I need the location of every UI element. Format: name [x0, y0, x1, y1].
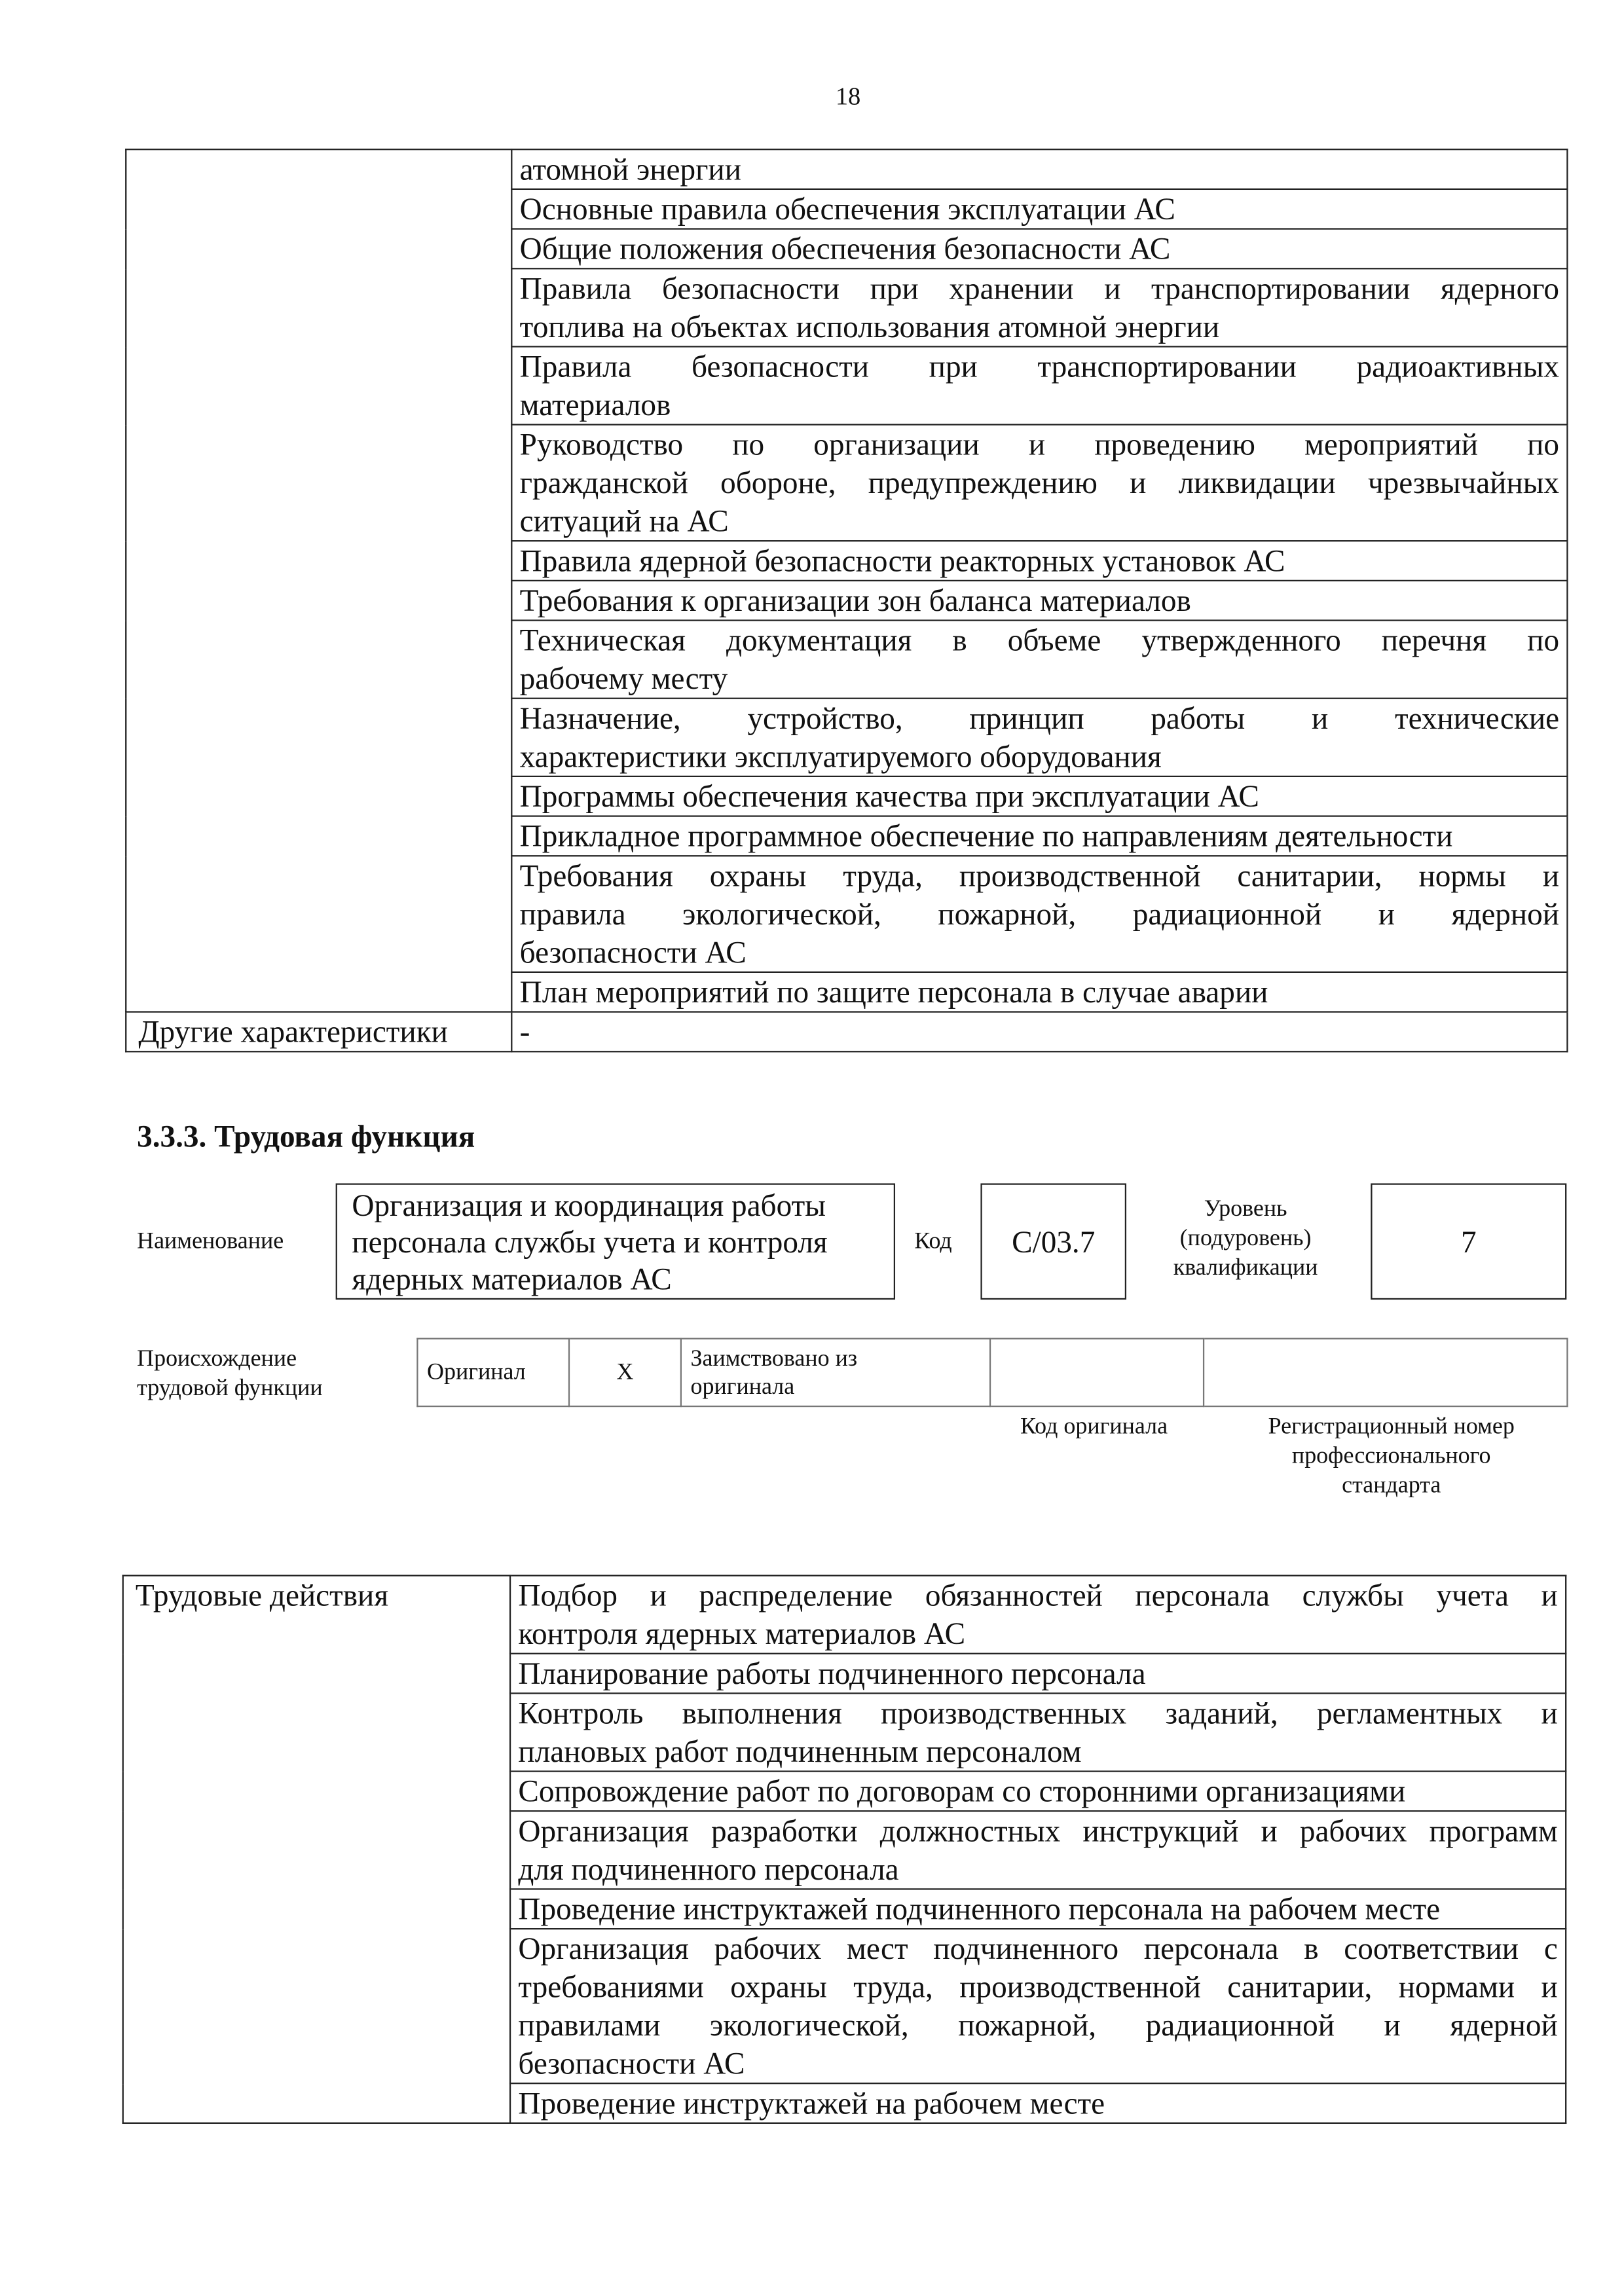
- cell-text-line: Требования охраны труда, производственной санитарии, нормы и: [519, 858, 1560, 894]
- labor-action-item: [510, 1811, 1566, 1889]
- regnum-caption: [1216, 1413, 1566, 1501]
- function-name-line: ядерных материалов АС: [352, 1261, 672, 1297]
- cell-text-line: Организация рабочих мест подчиненного персонала в соответствии с: [518, 1931, 1558, 1967]
- level-label-line: квалификации: [1173, 1255, 1318, 1281]
- labor-action-item: [510, 1654, 1566, 1694]
- cell-text-line: контроля ядерных материалов АС: [518, 1616, 966, 1652]
- labor-action-item: [510, 2083, 1566, 2123]
- cell-text-line: Правила безопасности при транспортировании радиоактивных: [519, 348, 1560, 384]
- knowledge-item: [511, 581, 1567, 621]
- cell-text-line: безопасности АС: [518, 2045, 745, 2081]
- knowledge-table-body: [126, 149, 1567, 1051]
- knowledge-item: [511, 776, 1567, 816]
- other-characteristics-value: -: [511, 1012, 1567, 1052]
- cell-text-line: Подбор и распределение обязанностей персонала службы учета и: [518, 1577, 1558, 1613]
- labor-action-item: [510, 1576, 1566, 1654]
- cell-text-line: Проведение инструктажей на рабочем месте: [518, 2085, 1105, 2121]
- knowledge-item: [511, 268, 1567, 346]
- original-mark: X: [569, 1339, 681, 1406]
- borrowed-label-line: Заимствовано из: [690, 1345, 858, 1372]
- knowledge-item: [511, 972, 1567, 1012]
- table-row: [126, 1012, 1567, 1052]
- labor-actions-body: [123, 1576, 1566, 2123]
- origin-row: [417, 1339, 1567, 1406]
- level-label-line: (подуровень): [1179, 1226, 1312, 1251]
- regnum-cell: [1204, 1339, 1567, 1406]
- knowledge-item: [511, 189, 1567, 229]
- original-label: Оригинал: [417, 1339, 569, 1406]
- cell-text-line: Организация разработки должностных инструкций и рабочих программ: [518, 1813, 1558, 1849]
- cell-text-line: Техническая документация в объеме утвержденного перечня по: [519, 622, 1560, 658]
- knowledge-item: [511, 699, 1567, 776]
- labor-actions-table: [122, 1575, 1567, 2124]
- table-row: [126, 149, 1567, 189]
- knowledge-item: [511, 229, 1567, 269]
- level-label-line: Уровень: [1204, 1196, 1287, 1222]
- borrowed-label-line: оригинала: [690, 1374, 795, 1399]
- code-value-box: С/03.7: [980, 1183, 1126, 1300]
- cell-text-line: План мероприятий по защите персонала в случае аварии: [519, 974, 1268, 1010]
- cell-text-line: Руководство по организации и проведению мероприятий по: [519, 426, 1560, 462]
- knowledge-item: [511, 621, 1567, 699]
- cell-text-line: Проведение инструктажей подчиненного персонала на рабочем месте: [518, 1891, 1441, 1927]
- cell-text-line: ситуаций на АС: [519, 503, 729, 539]
- knowledge-item: [511, 856, 1567, 972]
- regnum-caption-line: стандарта: [1342, 1473, 1441, 1499]
- code-label: Код: [914, 1229, 952, 1254]
- cell-text-line: безопасности АС: [519, 934, 747, 970]
- function-name-line: Организация и координация работы: [352, 1188, 826, 1224]
- knowledge-item: [511, 346, 1567, 424]
- knowledge-item: [511, 149, 1567, 189]
- cell-text-line: рабочему месту: [519, 661, 728, 697]
- cell-text-line: Назначение, устройство, принцип работы и технические: [519, 701, 1560, 737]
- cell-text-line: Прикладное программное обеспечение по направлениям деятельности: [519, 818, 1453, 854]
- name-label: Наименование: [137, 1229, 284, 1254]
- knowledge-item: [511, 541, 1567, 581]
- qualification-level-box: 7: [1371, 1183, 1566, 1300]
- knowledge-item: [511, 816, 1567, 856]
- code-original-caption: Код оригинала: [1020, 1414, 1168, 1440]
- cell-text-line: Планирование работы подчиненного персонала: [518, 1656, 1146, 1692]
- cell-text-line: атомной энергии: [519, 151, 741, 187]
- function-name-box: [336, 1183, 895, 1300]
- function-name-line: персонала службы учета и контроля: [352, 1224, 828, 1260]
- cell-text-line: Правила ядерной безопасности реакторных установок АС: [519, 543, 1285, 579]
- cell-text-line: Программы обеспечения качества при эксплуатации АС: [519, 778, 1259, 814]
- cell-text-line: плановых работ подчиненным персоналом: [518, 1734, 1082, 1770]
- cell-text-line: Требования к организации зон баланса материалов: [519, 583, 1191, 619]
- cell-text-line: Правила безопасности при хранении и транспортировании ядерного: [519, 270, 1560, 306]
- labor-actions-label: Трудовые действия: [123, 1576, 510, 2123]
- cell-text-line: гражданской обороне, предупреждению и ликвидации чрезвычайных: [519, 465, 1560, 501]
- knowledge-table: [125, 149, 1568, 1052]
- origin-label-line: трудовой функции: [137, 1376, 323, 1402]
- other-characteristics-label: Другие характеристики: [126, 1012, 511, 1052]
- labor-action-item: [510, 1929, 1566, 2083]
- section-heading: 3.3.3. Трудовая функция: [137, 1118, 475, 1154]
- table-row: [123, 1576, 1566, 1654]
- borrowed-label: [681, 1339, 990, 1406]
- cell-text-line: топлива на объектах использования атомной энергии: [519, 309, 1220, 345]
- cell-text-line: для подчиненного персонала: [518, 1851, 899, 1887]
- cell-text-line: Контроль выполнения производственных заданий, регламентных и: [518, 1695, 1558, 1731]
- cell-text-line: Общие положения обеспечения безопасности АС: [519, 230, 1171, 266]
- regnum-caption-line: Регистрационный номер: [1268, 1414, 1515, 1440]
- origin-label: [137, 1345, 323, 1404]
- regnum-caption-line: профессионального: [1291, 1444, 1491, 1469]
- code-original-cell: [990, 1339, 1204, 1406]
- cell-text-line: Сопровождение работ по договорам со сторонними организациями: [518, 1773, 1406, 1809]
- labor-action-item: [510, 1772, 1566, 1812]
- labor-action-item: [510, 1693, 1566, 1771]
- knowledge-item: [511, 425, 1567, 541]
- cell-text-line: правилами экологической, пожарной, радиационной и ядерной: [518, 2007, 1558, 2043]
- labor-action-item: [510, 1889, 1566, 1929]
- origin-label-line: Происхождение: [137, 1347, 297, 1372]
- cell-text-line: правила экологической, пожарной, радиационной и ядерной: [519, 896, 1560, 932]
- cell-text-line: Основные правила обеспечения эксплуатации АС: [519, 191, 1175, 227]
- cell-text-line: материалов: [519, 387, 671, 423]
- cell-text-line: требованиями охраны труда, производственной санитарии, нормами и: [518, 1969, 1558, 2005]
- qualification-level-label: [1149, 1195, 1343, 1283]
- origin-table: [416, 1338, 1568, 1408]
- page-number: 18: [835, 82, 861, 111]
- cell-text-line: характеристики эксплуатируемого оборудования: [519, 738, 1162, 774]
- knowledge-label-cell: [126, 149, 511, 1011]
